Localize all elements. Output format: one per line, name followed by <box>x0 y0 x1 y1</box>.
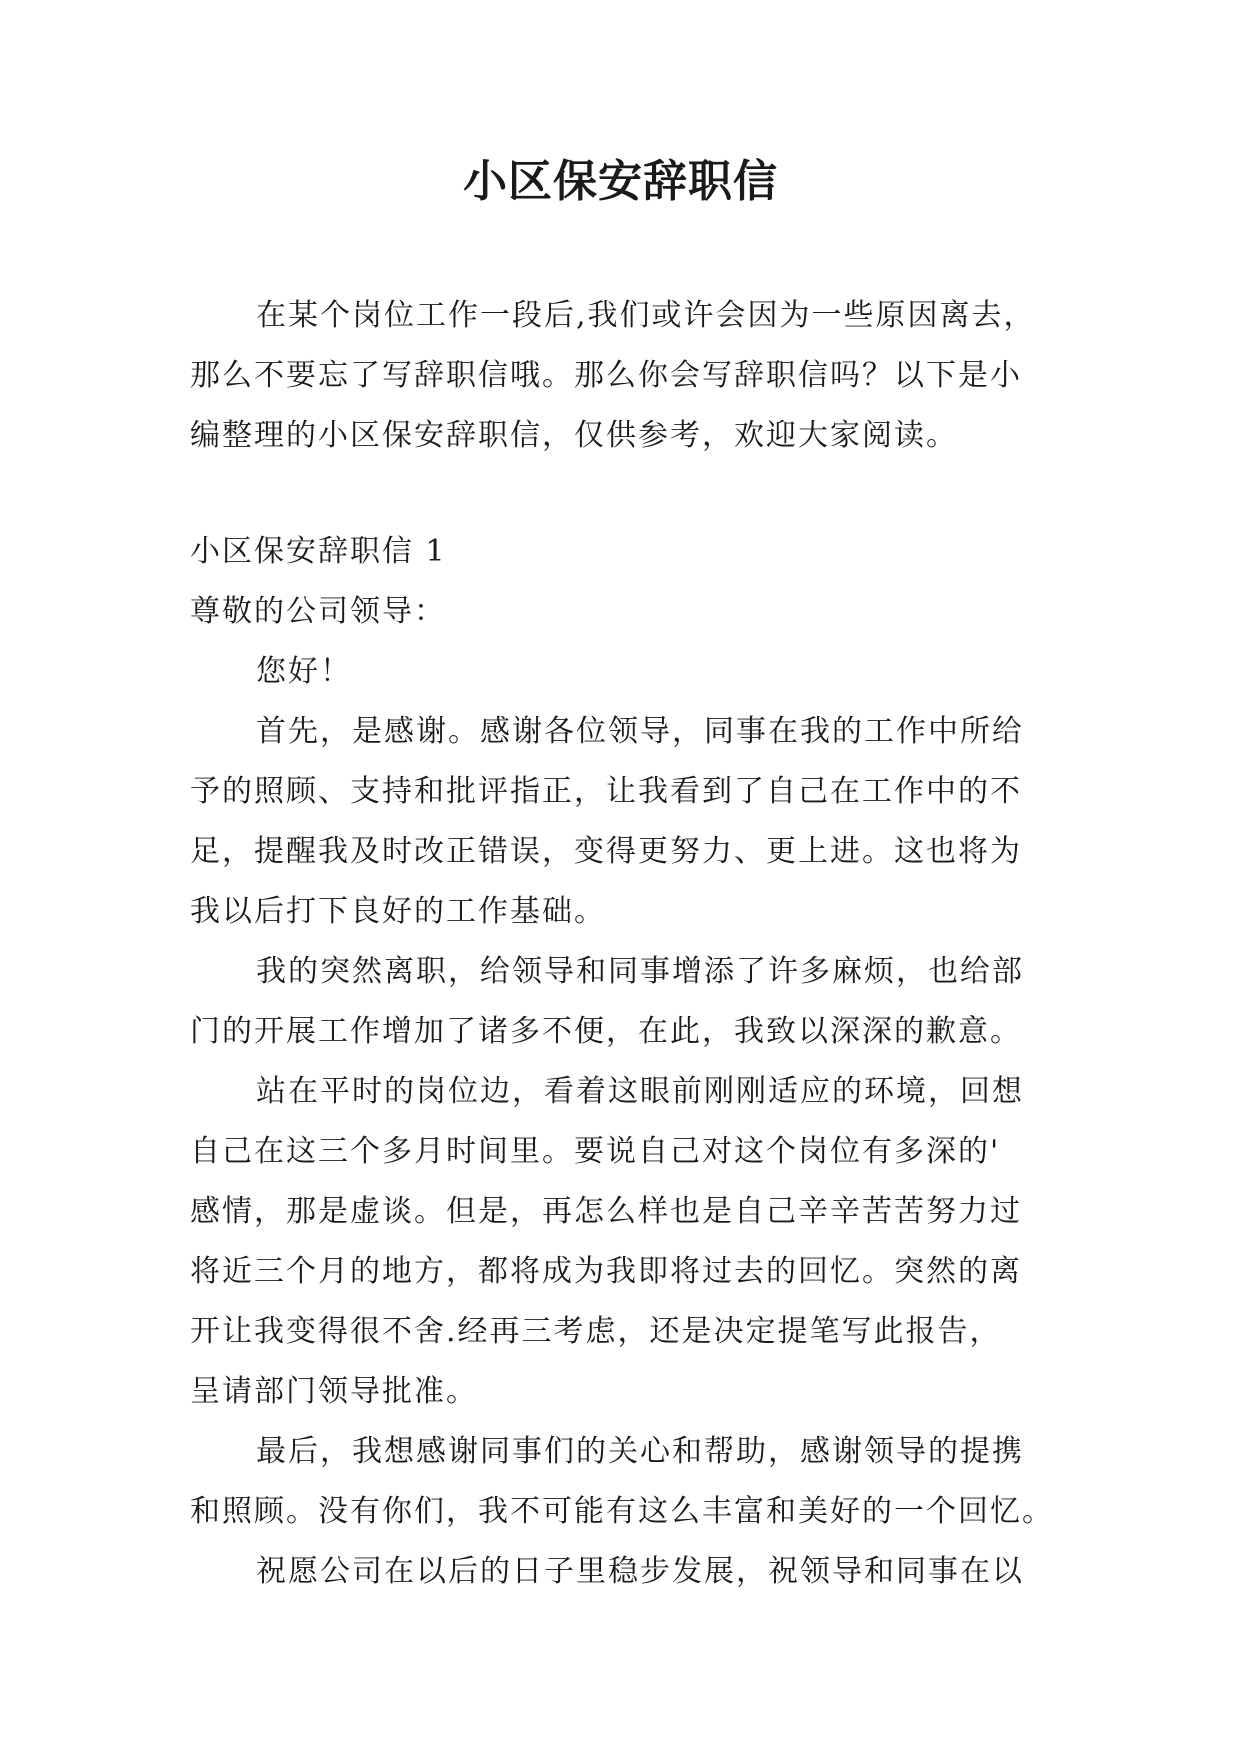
letter-salutation: 尊敬的公司领导： <box>190 594 446 629</box>
paragraph-line: 将近三个月的地方，都将成为我即将过去的回忆。突然的离 <box>190 1254 1022 1289</box>
paragraph-line: 门的开展工作增加了诸多不便，在此，我致以深深的歉意。 <box>190 1014 1022 1049</box>
paragraph-line: 和照顾。没有你们，我不可能有这么丰富和美好的一个回忆。 <box>190 1494 1054 1529</box>
paragraph-line: 予的照顾、支持和批评指正，让我看到了自己在工作中的不 <box>190 774 1022 809</box>
letter-heading: 小区保安辞职信 1 <box>190 534 447 569</box>
letter-body <box>190 522 1060 1602</box>
paragraph-line: 祝愿公司在以后的日子里稳步发展，祝领导和同事在以 <box>256 1554 1024 1589</box>
paragraph-line: 自己在这三个多月时间里。要说自己对这个岗位有多深的' <box>190 1134 1001 1169</box>
paragraph-line: 我的突然离职，给领导和同事增添了许多麻烦，也给部 <box>256 954 1024 989</box>
paragraph-line: 感情，那是虚谈。但是，再怎么样也是自己辛辛苦苦努力过 <box>190 1194 1022 1229</box>
intro-line: 在某个岗位工作一段后,我们或许会因为一些原因离去， <box>256 298 1036 333</box>
paragraph-line: 呈请部门领导批准。 <box>190 1374 478 1409</box>
paragraph-line: 首先，是感谢。感谢各位领导，同事在我的工作中所给 <box>256 714 1024 749</box>
intro-line: 编整理的小区保安辞职信，仅供参考，欢迎大家阅读。 <box>190 418 958 453</box>
letter-greeting: 您好！ <box>256 654 352 689</box>
paragraph-line: 站在平时的岗位边，看着这眼前刚刚适应的环境，回想 <box>256 1074 1024 1109</box>
paragraph-line: 足，提醒我及时改正错误，变得更努力、更上进。这也将为 <box>190 834 1022 869</box>
paragraph-line: 开让我变得很不舍.经再三考虑，还是决定提笔写此报告， <box>190 1314 1002 1349</box>
paragraph-line: 最后，我想感谢同事们的关心和帮助，感谢领导的提携 <box>256 1434 1024 1469</box>
intro-line: 那么不要忘了写辞职信哦。那么你会写辞职信吗？以下是小 <box>190 358 1022 393</box>
paragraph-line: 我以后打下良好的工作基础。 <box>190 894 606 929</box>
document-title: 小区保安辞职信 <box>463 156 778 207</box>
intro-paragraph <box>190 286 1060 466</box>
